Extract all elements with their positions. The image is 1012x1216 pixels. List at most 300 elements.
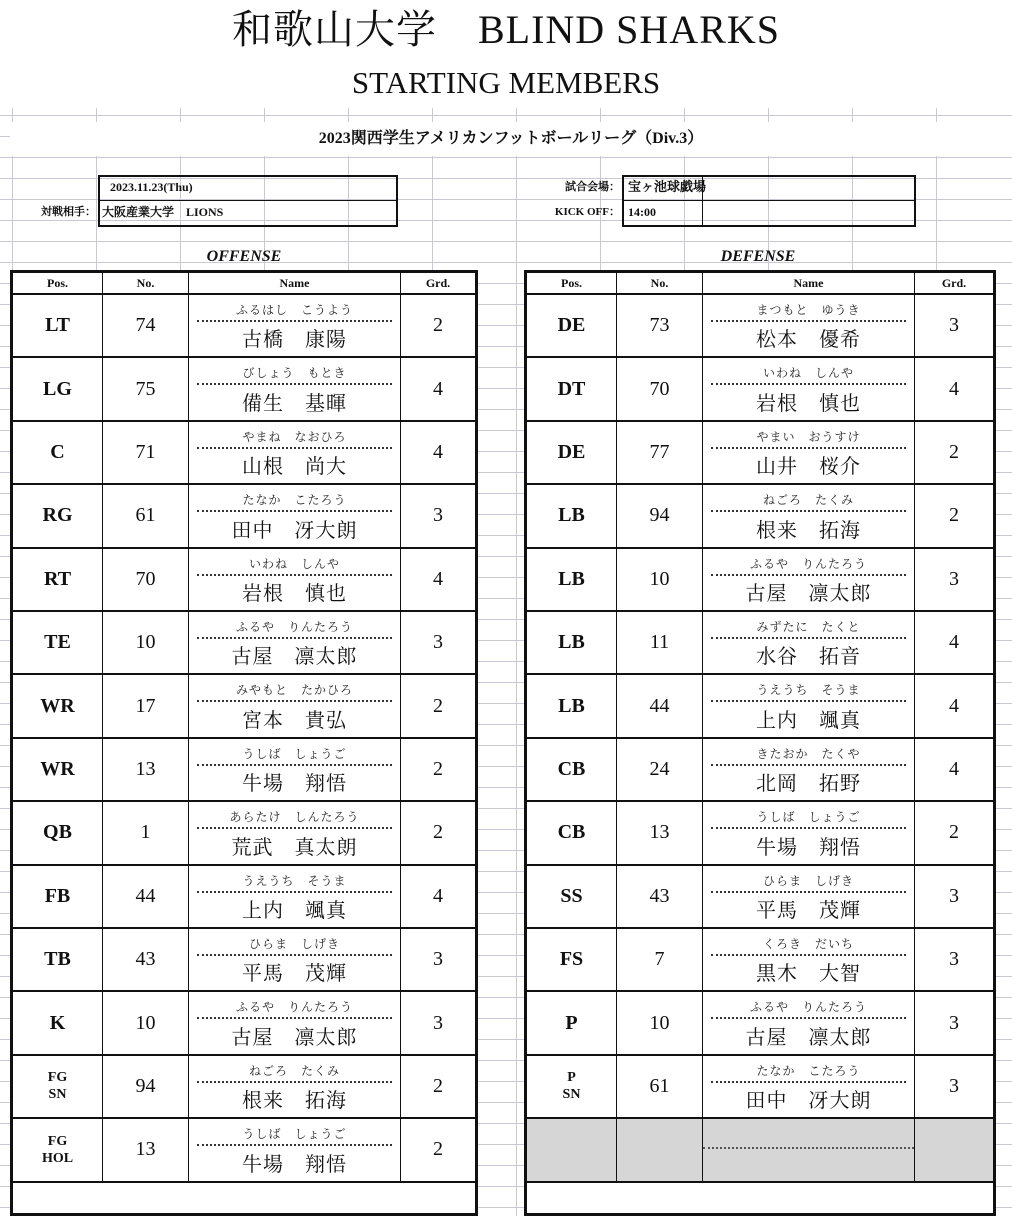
name-reading: やまい おうすけ bbox=[711, 427, 906, 449]
player-row bbox=[13, 295, 475, 358]
player-name: 荒武 真太朗 bbox=[231, 834, 358, 859]
name-reading: うしば しょうご bbox=[711, 807, 906, 829]
name-reading: ひらま しげき bbox=[197, 934, 392, 956]
grade: 2 bbox=[433, 1138, 443, 1161]
defense-header-row bbox=[527, 273, 993, 295]
position-cell bbox=[527, 1056, 617, 1117]
name-cell bbox=[703, 1119, 915, 1180]
defense-title: DEFENSE bbox=[720, 248, 796, 265]
name-cell bbox=[703, 866, 915, 927]
position-cell bbox=[13, 739, 103, 800]
name-cell bbox=[703, 739, 915, 800]
position-cell bbox=[527, 612, 617, 673]
name-cell bbox=[703, 675, 915, 736]
name-reading: やまね なおひろ bbox=[197, 427, 392, 449]
player-row bbox=[13, 929, 475, 992]
position-cell bbox=[13, 929, 103, 990]
grade-cell bbox=[915, 675, 993, 736]
jersey-number: 73 bbox=[649, 314, 670, 337]
jersey-number: 13 bbox=[135, 757, 156, 780]
name-reading: ふるはし こうよう bbox=[197, 300, 392, 322]
name-cell bbox=[189, 866, 401, 927]
position: WR bbox=[40, 694, 75, 717]
grade: 3 bbox=[949, 567, 959, 590]
player-row bbox=[13, 866, 475, 929]
position: DE bbox=[557, 440, 586, 463]
name-cell bbox=[189, 1056, 401, 1117]
position-cell bbox=[13, 1119, 103, 1180]
position-line: SN bbox=[562, 1087, 581, 1103]
player-row bbox=[13, 992, 475, 1055]
name-cell bbox=[703, 802, 915, 863]
name-cell bbox=[189, 675, 401, 736]
number-cell bbox=[617, 485, 703, 546]
grade: 4 bbox=[949, 377, 959, 400]
number-cell bbox=[103, 739, 189, 800]
match-info bbox=[10, 170, 1012, 226]
position-cell bbox=[13, 802, 103, 863]
grade-cell bbox=[401, 612, 475, 673]
player-row bbox=[527, 358, 993, 421]
grade-cell bbox=[915, 358, 993, 419]
position-cell bbox=[527, 802, 617, 863]
jersey-number: 44 bbox=[649, 694, 670, 717]
player-row bbox=[13, 1056, 475, 1119]
name-reading: うしば しょうご bbox=[197, 744, 392, 766]
name-reading: うしば しょうご bbox=[197, 1124, 392, 1146]
position: LG bbox=[43, 377, 72, 400]
player-name: 北岡 拓野 bbox=[756, 771, 861, 796]
player-name: 平馬 茂輝 bbox=[242, 961, 347, 986]
name-reading: いわね しんや bbox=[197, 554, 392, 576]
grade-cell bbox=[915, 1056, 993, 1117]
venue-name: 宝ヶ池球戯場 bbox=[628, 179, 707, 194]
name-cell bbox=[189, 549, 401, 610]
player-name: 古屋 凛太郎 bbox=[745, 580, 872, 605]
jersey-number: 77 bbox=[649, 440, 670, 463]
number-cell bbox=[103, 358, 189, 419]
grade-cell bbox=[915, 295, 993, 356]
grade-header: Grd. bbox=[425, 276, 451, 290]
player-row bbox=[13, 802, 475, 865]
name-reading: みやもと たかひろ bbox=[197, 680, 392, 702]
jersey-number: 10 bbox=[135, 631, 156, 654]
name-reading: ふるや りんたろう bbox=[197, 617, 392, 639]
grade: 2 bbox=[949, 440, 959, 463]
name-reading: びしょう もとき bbox=[197, 363, 392, 385]
name-reading: うえうち そうま bbox=[711, 680, 906, 702]
venue-label: 試合会場： bbox=[565, 181, 620, 193]
player-name: 松本 優希 bbox=[756, 327, 861, 352]
position-cell bbox=[13, 1056, 103, 1117]
name-cell bbox=[189, 929, 401, 990]
position-cell bbox=[13, 675, 103, 736]
grade-cell bbox=[401, 422, 475, 483]
player-name: 岩根 慎也 bbox=[242, 580, 347, 605]
position-cell bbox=[13, 422, 103, 483]
opponent-name: 大阪産業大学 LIONS bbox=[102, 205, 224, 219]
name-reading: ふるや りんたろう bbox=[711, 554, 906, 576]
jersey-number: 61 bbox=[135, 504, 156, 527]
grade: 4 bbox=[433, 440, 443, 463]
jersey-number: 10 bbox=[649, 1011, 670, 1034]
player-row bbox=[527, 802, 993, 865]
name-header: Name bbox=[189, 273, 401, 293]
grade: 3 bbox=[949, 948, 959, 971]
name-reading: いわね しんや bbox=[711, 363, 906, 385]
position-line: P bbox=[567, 1070, 576, 1086]
position-cell bbox=[527, 929, 617, 990]
position-cell bbox=[13, 866, 103, 927]
position: FB bbox=[44, 884, 71, 907]
number-cell bbox=[617, 929, 703, 990]
player-row bbox=[13, 485, 475, 548]
match-date: 2023.11.23(Thu) bbox=[110, 180, 193, 194]
player-name: 田中 冴大朗 bbox=[745, 1088, 872, 1113]
name-cell bbox=[189, 739, 401, 800]
offense-title: OFFENSE bbox=[206, 248, 282, 265]
player-row bbox=[527, 1056, 993, 1119]
player-row bbox=[13, 422, 475, 485]
jersey-number: 44 bbox=[135, 884, 156, 907]
position-cell bbox=[527, 675, 617, 736]
grade: 2 bbox=[433, 1074, 443, 1097]
jersey-number: 13 bbox=[649, 821, 670, 844]
player-row bbox=[527, 549, 993, 612]
number-cell bbox=[103, 675, 189, 736]
grade: 4 bbox=[949, 631, 959, 654]
player-name: 上内 颯真 bbox=[756, 707, 861, 732]
jersey-number: 7 bbox=[654, 948, 665, 971]
position: LB bbox=[558, 694, 585, 717]
name-reading: ひらま しげき bbox=[711, 871, 906, 893]
grade-cell bbox=[915, 929, 993, 990]
position: TB bbox=[44, 948, 71, 971]
opponent-label: 対戦相手： bbox=[41, 206, 96, 218]
jersey-number: 75 bbox=[135, 377, 156, 400]
name-reading: きたおか たくや bbox=[711, 744, 906, 766]
position-cell bbox=[527, 992, 617, 1053]
player-name: 備生 基暉 bbox=[242, 390, 347, 415]
grade-cell bbox=[401, 1056, 475, 1117]
position: RT bbox=[43, 567, 72, 590]
name-reading: たなか こたろう bbox=[197, 490, 392, 512]
number-cell bbox=[617, 675, 703, 736]
grade-header: Grd. bbox=[941, 276, 967, 290]
grade: 2 bbox=[433, 821, 443, 844]
player-row bbox=[527, 295, 993, 358]
name-cell bbox=[703, 929, 915, 990]
venue-kickoff-box bbox=[622, 175, 916, 227]
player-row bbox=[527, 739, 993, 802]
name-cell bbox=[189, 1119, 401, 1180]
name-reading: みずたに たくと bbox=[711, 617, 906, 639]
position: WR bbox=[40, 757, 75, 780]
jersey-number: 94 bbox=[649, 504, 670, 527]
jersey-number: 17 bbox=[135, 694, 156, 717]
name-cell bbox=[703, 422, 915, 483]
position-cell bbox=[527, 485, 617, 546]
offense-table bbox=[10, 270, 478, 1216]
name-reading: ふるや りんたろう bbox=[197, 997, 392, 1019]
player-row bbox=[527, 992, 993, 1055]
position-line: FG bbox=[47, 1070, 68, 1086]
name-cell bbox=[189, 422, 401, 483]
number-cell bbox=[103, 485, 189, 546]
number-cell bbox=[103, 422, 189, 483]
grade-cell bbox=[401, 929, 475, 990]
number-cell bbox=[617, 422, 703, 483]
grade: 2 bbox=[949, 821, 959, 844]
number-cell bbox=[103, 612, 189, 673]
grade-cell bbox=[401, 992, 475, 1053]
name-cell bbox=[703, 549, 915, 610]
jersey-number: 10 bbox=[649, 567, 670, 590]
position: TE bbox=[44, 631, 71, 654]
player-row bbox=[527, 485, 993, 548]
grade-cell bbox=[915, 485, 993, 546]
grade-cell bbox=[915, 739, 993, 800]
defense-table bbox=[524, 270, 996, 1216]
grade: 3 bbox=[433, 1011, 443, 1034]
player-name: 田中 冴大朗 bbox=[231, 517, 358, 542]
position-cell bbox=[527, 422, 617, 483]
grade-cell bbox=[401, 1119, 475, 1180]
position-cell bbox=[527, 739, 617, 800]
jersey-number: 94 bbox=[135, 1074, 156, 1097]
name-reading: あらたけ しんたろう bbox=[197, 807, 392, 829]
grade: 3 bbox=[433, 631, 443, 654]
number-cell bbox=[103, 1119, 189, 1180]
position: LB bbox=[558, 567, 585, 590]
name-cell bbox=[189, 612, 401, 673]
jersey-number: 10 bbox=[135, 1011, 156, 1034]
grade-cell bbox=[401, 739, 475, 800]
name-reading: うえうち そうま bbox=[197, 871, 392, 893]
name-reading: ねごろ たくみ bbox=[197, 1061, 392, 1083]
grade: 3 bbox=[949, 314, 959, 337]
grade-cell bbox=[915, 1119, 993, 1180]
position: K bbox=[49, 1011, 66, 1034]
name-reading: ねごろ たくみ bbox=[711, 490, 906, 512]
no-header: No. bbox=[617, 273, 703, 293]
grade: 4 bbox=[949, 694, 959, 717]
jersey-number: 70 bbox=[649, 377, 670, 400]
number-cell bbox=[617, 739, 703, 800]
name-reading: まつもと ゆうき bbox=[711, 300, 906, 322]
player-name: 古屋 凛太郎 bbox=[745, 1024, 872, 1049]
position-cell bbox=[527, 295, 617, 356]
position-line: FG bbox=[47, 1133, 68, 1149]
grade-cell bbox=[401, 802, 475, 863]
kickoff-label: KICK OFF： bbox=[554, 206, 620, 218]
position: LB bbox=[558, 631, 585, 654]
player-name: 根来 拓海 bbox=[756, 517, 861, 542]
player-row bbox=[13, 1119, 475, 1182]
grade: 2 bbox=[433, 694, 443, 717]
player-name: 古屋 凛太郎 bbox=[231, 1024, 358, 1049]
name-reading: くろき だいち bbox=[711, 934, 906, 956]
grade: 3 bbox=[949, 884, 959, 907]
player-name: 根来 拓海 bbox=[242, 1088, 347, 1113]
player-row bbox=[13, 675, 475, 738]
grade: 2 bbox=[433, 314, 443, 337]
team-title: 和歌山大学 BLIND SHARKS bbox=[0, 0, 1012, 58]
number-cell bbox=[617, 358, 703, 419]
player-row bbox=[13, 612, 475, 675]
player-row bbox=[13, 358, 475, 421]
player-row bbox=[13, 739, 475, 802]
player-row bbox=[527, 866, 993, 929]
no-header: No. bbox=[103, 273, 189, 293]
player-name: 古橋 康陽 bbox=[242, 327, 347, 352]
name-header: Name bbox=[703, 273, 915, 293]
name-cell bbox=[189, 295, 401, 356]
grade: 3 bbox=[949, 1011, 959, 1034]
position: DT bbox=[557, 377, 586, 400]
name-cell bbox=[189, 802, 401, 863]
position: CB bbox=[557, 757, 586, 780]
position-cell bbox=[13, 358, 103, 419]
jersey-number: 71 bbox=[135, 440, 156, 463]
grade-cell bbox=[915, 992, 993, 1053]
grade-cell bbox=[401, 866, 475, 927]
player-row bbox=[527, 612, 993, 675]
number-cell bbox=[617, 1056, 703, 1117]
player-row bbox=[527, 929, 993, 992]
number-cell bbox=[617, 549, 703, 610]
position: LT bbox=[45, 314, 70, 337]
position: DE bbox=[557, 314, 586, 337]
jersey-number: 24 bbox=[649, 757, 670, 780]
grade: 3 bbox=[433, 504, 443, 527]
number-cell bbox=[617, 295, 703, 356]
position: LB bbox=[558, 504, 585, 527]
grade: 4 bbox=[433, 567, 443, 590]
name-cell bbox=[703, 358, 915, 419]
number-cell bbox=[617, 866, 703, 927]
player-row bbox=[527, 675, 993, 738]
position: SS bbox=[560, 884, 583, 907]
grade: 2 bbox=[949, 504, 959, 527]
name-cell bbox=[703, 295, 915, 356]
league-name: 2023関西学生アメリカンフットボールリーグ（Div.3） bbox=[10, 122, 1012, 156]
grade-cell bbox=[915, 866, 993, 927]
position: CB bbox=[557, 821, 586, 844]
jersey-number: 74 bbox=[135, 314, 156, 337]
position-cell bbox=[13, 485, 103, 546]
number-cell bbox=[103, 929, 189, 990]
player-row bbox=[13, 549, 475, 612]
player-name: 山根 尚大 bbox=[242, 454, 347, 479]
number-cell bbox=[617, 992, 703, 1053]
number-cell bbox=[103, 295, 189, 356]
grade-cell bbox=[915, 612, 993, 673]
player-name: 平馬 茂輝 bbox=[756, 897, 861, 922]
name-cell bbox=[703, 612, 915, 673]
player-name: 牛場 翔悟 bbox=[242, 771, 347, 796]
position: RG bbox=[42, 504, 73, 527]
player-name: 牛場 翔悟 bbox=[756, 834, 861, 859]
name-cell bbox=[703, 485, 915, 546]
number-cell bbox=[617, 1119, 703, 1180]
jersey-number: 61 bbox=[649, 1074, 670, 1097]
number-cell bbox=[103, 992, 189, 1053]
jersey-number: 70 bbox=[135, 567, 156, 590]
position: P bbox=[565, 1011, 578, 1034]
name-cell bbox=[189, 358, 401, 419]
jersey-number: 1 bbox=[140, 821, 151, 844]
grade-cell bbox=[915, 802, 993, 863]
number-cell bbox=[103, 549, 189, 610]
position: QB bbox=[43, 821, 72, 844]
kickoff-time: 14:00 bbox=[628, 205, 656, 219]
position-cell bbox=[527, 549, 617, 610]
position-cell bbox=[527, 358, 617, 419]
name-reading: たなか こたろう bbox=[711, 1061, 906, 1083]
player-name: 宮本 貴弘 bbox=[242, 707, 347, 732]
name-cell bbox=[189, 992, 401, 1053]
grade-cell bbox=[401, 675, 475, 736]
position-cell bbox=[527, 1119, 617, 1180]
position-cell bbox=[13, 612, 103, 673]
pos-header: Pos. bbox=[527, 273, 617, 293]
offense-header-row bbox=[13, 273, 475, 295]
jersey-number: 13 bbox=[135, 1138, 156, 1161]
jersey-number: 43 bbox=[135, 948, 156, 971]
player-name: 牛場 翔悟 bbox=[242, 1151, 347, 1176]
grade: 4 bbox=[433, 884, 443, 907]
name-cell bbox=[189, 485, 401, 546]
player-name: 山井 桜介 bbox=[756, 454, 861, 479]
position: C bbox=[50, 440, 65, 463]
player-name: 岩根 慎也 bbox=[756, 390, 861, 415]
number-cell bbox=[103, 1056, 189, 1117]
number-cell bbox=[617, 802, 703, 863]
name-reading: ふるや りんたろう bbox=[711, 997, 906, 1019]
number-cell bbox=[617, 612, 703, 673]
position-cell bbox=[527, 866, 617, 927]
jersey-number: 11 bbox=[649, 631, 670, 654]
grade: 3 bbox=[433, 948, 443, 971]
position-cell bbox=[13, 295, 103, 356]
position: FS bbox=[559, 948, 584, 971]
grade: 3 bbox=[949, 1074, 959, 1097]
grade: 4 bbox=[433, 377, 443, 400]
position-cell bbox=[13, 992, 103, 1053]
player-name: 古屋 凛太郎 bbox=[231, 644, 358, 669]
grade-cell bbox=[401, 549, 475, 610]
name-cell bbox=[703, 992, 915, 1053]
grade-cell bbox=[915, 549, 993, 610]
grade-cell bbox=[915, 422, 993, 483]
empty-row bbox=[527, 1119, 993, 1182]
player-name: 水谷 拓音 bbox=[756, 644, 861, 669]
position-line: SN bbox=[48, 1087, 67, 1103]
name-cell bbox=[703, 1056, 915, 1117]
grade-cell bbox=[401, 485, 475, 546]
grade: 2 bbox=[433, 757, 443, 780]
number-cell bbox=[103, 866, 189, 927]
position-line: HOL bbox=[41, 1150, 74, 1166]
position-cell bbox=[13, 549, 103, 610]
grade-cell bbox=[401, 358, 475, 419]
jersey-number: 43 bbox=[649, 884, 670, 907]
player-name: 黒木 大智 bbox=[756, 961, 861, 986]
pos-header: Pos. bbox=[13, 273, 103, 293]
starting-members-heading: STARTING MEMBERS bbox=[0, 58, 1012, 108]
player-row bbox=[527, 422, 993, 485]
